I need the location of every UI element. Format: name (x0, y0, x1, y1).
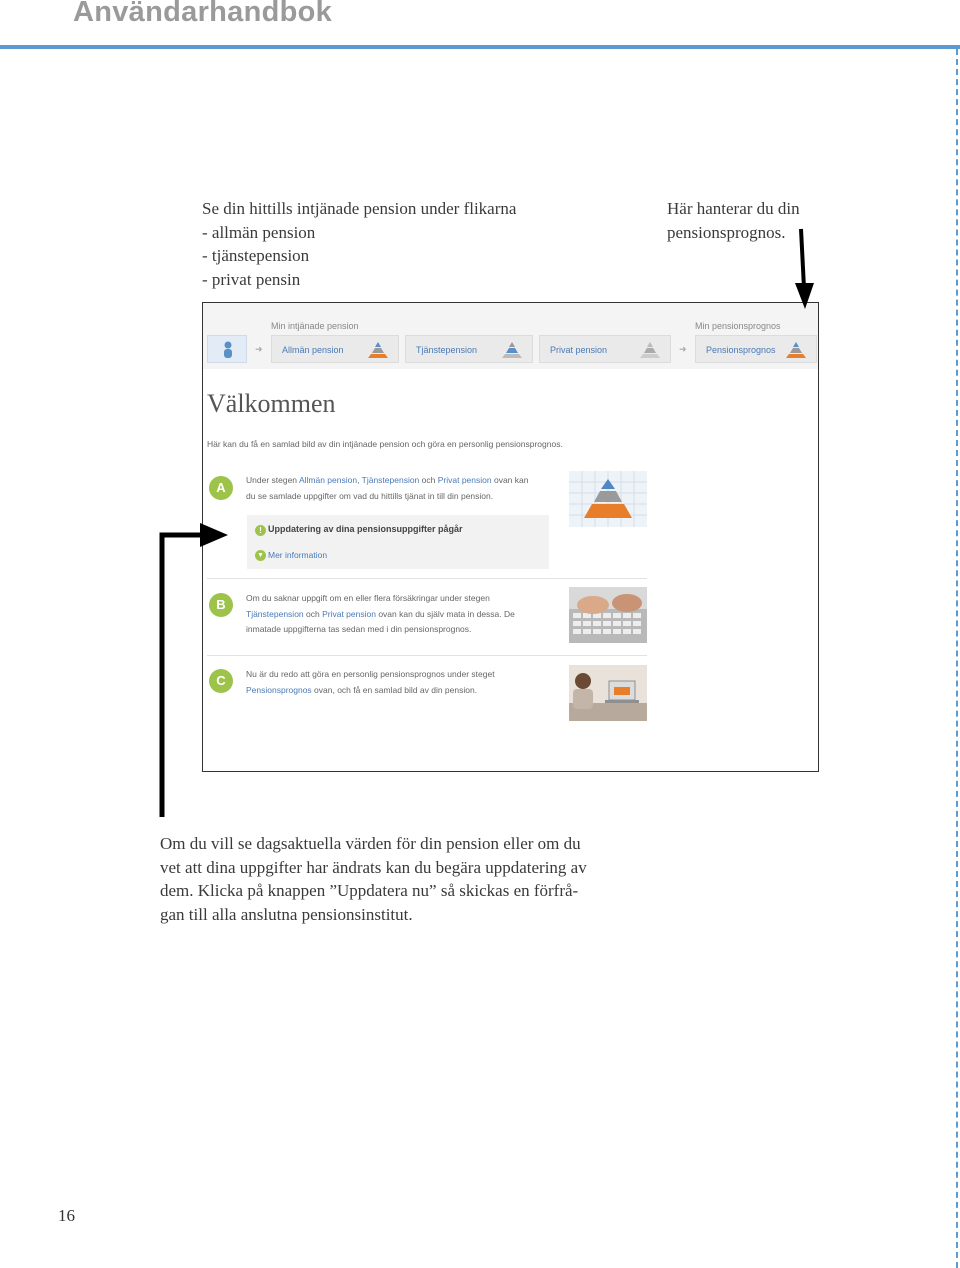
left-callout-line: - allmän pension (202, 222, 316, 242)
update-status-title: Uppdatering av dina pensionsuppgifter pågår (268, 524, 463, 534)
text-segment: ovan kan du själv mata in dessa. De (375, 608, 515, 619)
link-allman-pension[interactable]: Allmän pension (298, 475, 358, 485)
text-segment: ovan kan (491, 475, 529, 485)
text-segment: , (357, 475, 362, 485)
more-info-link[interactable]: Mer information (268, 550, 328, 560)
right-callout-line: Här hanterar du din (667, 199, 800, 218)
section-c-line1: Nu är du redo att göra en personlig pensionsprognos under steget (246, 669, 495, 679)
page-header-title: Användarhandbok (73, 0, 333, 28)
tab-label: Pensionsprognos (706, 345, 776, 355)
text-segment: Under stegen (246, 475, 299, 485)
left-callout-line: - tjänstepension (202, 246, 310, 265)
link-pensionsprognos[interactable]: Pensionsprognos (246, 684, 312, 695)
link-privat-pension[interactable]: Privat pension (437, 475, 492, 485)
intro-text: Här kan du få en samlad bild av din intjänade pension och göra en personlig pensionsprognos. (207, 439, 563, 449)
section-b-line1: Om du saknar uppgift om en eller flera försäkringar under stegen (246, 593, 490, 603)
bottom-description-line: vet att dina uppgifter har ändrats kan du begära uppdatering av (160, 857, 587, 877)
step-badge-a: A (209, 476, 233, 500)
left-callout-line: Se din hittills intjänade pension under flikarna (202, 199, 517, 218)
section-a-line2: du se samlade uppgifter om vad du hittills tjänat in till din pension. (246, 490, 494, 501)
step-badge-c: C (209, 669, 233, 693)
arrow-right-icon: ➜ (255, 344, 263, 354)
group-label-prognos: Min pensionsprognos (695, 321, 781, 331)
tab-label: Privat pension (550, 345, 608, 355)
tab-label: Tjänstepension (416, 345, 478, 355)
down-arrow-icon (795, 229, 814, 309)
link-tjanstepension[interactable]: Tjänstepension (246, 608, 304, 619)
bottom-description-line: gan till alla anslutna pensionsinstitut. (160, 904, 413, 924)
bracket-arrow-icon (162, 523, 228, 817)
link-privat-pension[interactable]: Privat pension (322, 608, 376, 619)
bottom-description-line: dem. Klicka på knappen ”Uppdatera nu” så skickas en förfrå- (160, 881, 579, 900)
right-callout-line: pensionsprognos. (667, 222, 786, 242)
section-b-line3: inmatade uppgifterna tas sedan med i din pensionsprognos. (246, 624, 472, 634)
bottom-description-line: Om du vill se dagsaktuella värden för din pension eller om du (160, 834, 581, 853)
page-number: 16 (58, 1206, 75, 1225)
step-badge-b: B (209, 593, 233, 617)
text-segment: och (419, 475, 438, 485)
left-callout-line: - privat pensin (202, 269, 301, 289)
group-label-intjanad: Min intjänade pension (271, 321, 359, 331)
link-tjanstepension[interactable]: Tjänstepension (361, 475, 420, 485)
info-icon: ! (255, 525, 266, 536)
arrow-right-icon: ➜ (679, 344, 687, 354)
expand-icon[interactable]: ▼ (255, 550, 266, 561)
text-segment: och (303, 608, 323, 619)
tab-label: Allmän pension (282, 345, 344, 355)
welcome-title: Välkommen (207, 389, 336, 418)
text-segment: ovan, och få en samlad bild av din pension. (311, 684, 478, 695)
